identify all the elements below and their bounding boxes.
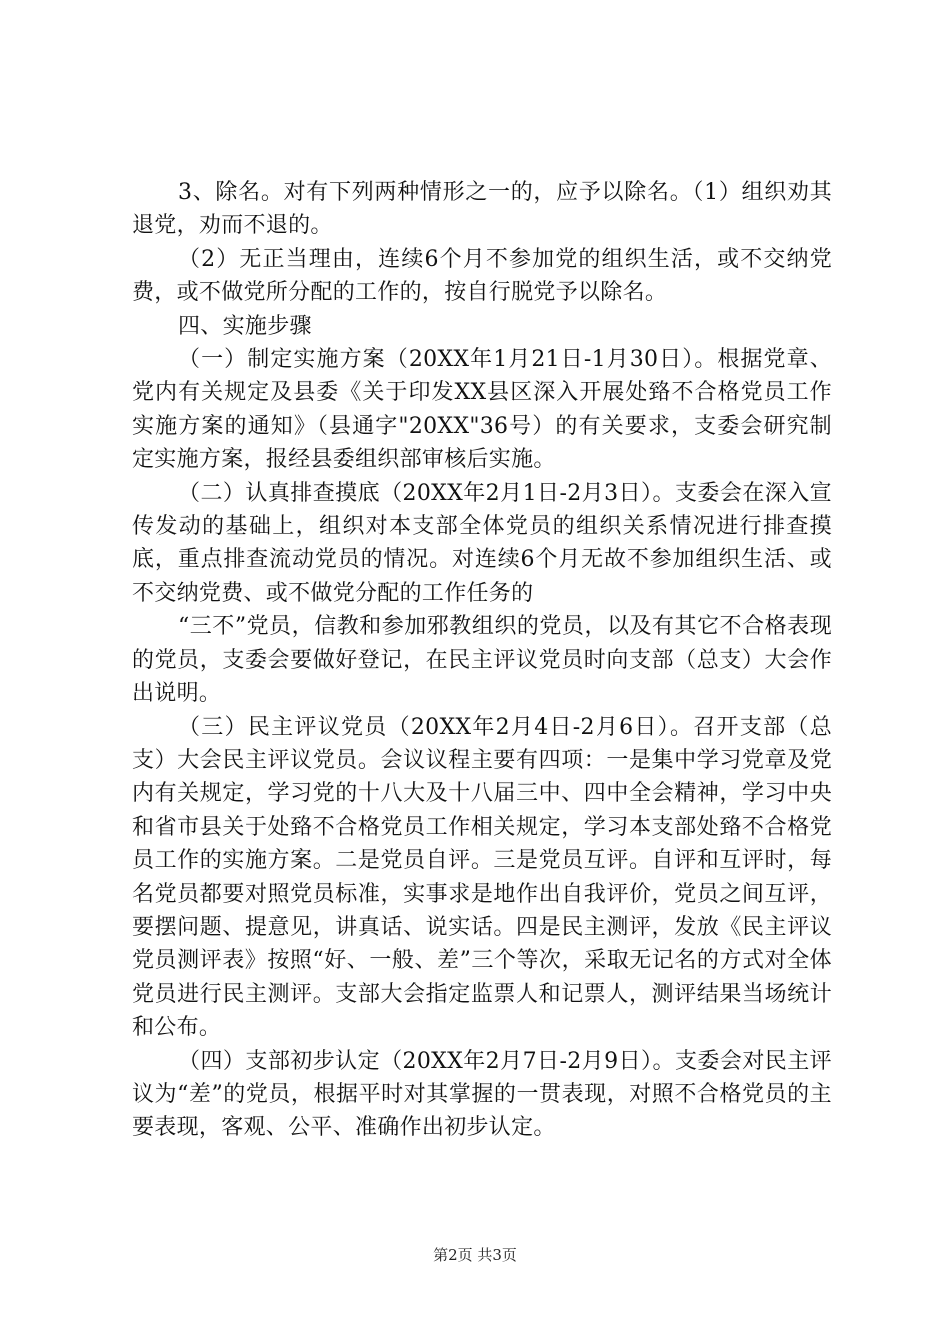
- paragraph-step-4: （四）支部初步认定（20XX年2月7日-2月9日）。支委会对民主评议为“差”的党员，根据平时对其掌握的一贯表现，对照不合格党员的主要表现，客观、公平、准确作出初步认定。: [132, 1048, 832, 1141]
- paragraph-step-3: （三）民主评议党员（20XX年2月4日-2月6日）。召开支部（总支）大会民主评议党员。会议议程主要有四项：一是集中学习党章及党内有关规定，学习党的十八大及十八届三中、四中全会精神，学习中央和省市县关于处臵不合格党员工作相关规定，学习本支部处臵不合格党员工作的实施方案。二是党员自评。三是党员互评。自评和互评时，每名党员都要对照党员标准，实事求是地作出自我评价，党员之间互评，要摆问题、提意见，讲真话、说实话。四是民主测评，发放《民主评议党员测评表》按照“好、一般、差”三个等次，采取无记名的方式对全体党员进行民主测评。支部大会指定监票人和记票人，测评结果当场统计和公布。: [132, 714, 832, 1041]
- paragraph-removal-clause: 3、除名。对有下列两种情形之一的，应予以除名。（1）组织劝其退党，劝而不退的。: [132, 180, 832, 239]
- page-footer: 第2页 共3页: [433, 1246, 517, 1264]
- paragraph-step-2-continued: “三不”党员，信教和参加邪教组织的党员，以及有其它不合格表现的党员，支委会要做好登记，在民主评议党员时向支部（总支）大会作出说明。: [132, 614, 832, 707]
- paragraph-removal-clause-2: （2）无正当理由，连续6个月不参加党的组织生活，或不交纳党费，或不做党所分配的工作的，按自行脱党予以除名。: [132, 246, 832, 306]
- paragraph-step-1: （一）制定实施方案（20XX年1月21日-1月30日）。根据党章、党内有关规定及县委《关于印发XX县区深入开展处臵不合格党员工作实施方案的通知》（县通字"20XX"36号）的有关要求，支委会研究制定实施方案，报经县委组织部审核后实施。: [132, 347, 832, 473]
- document-body: [132, 176, 832, 1145]
- section-heading-implementation-steps: 四、实施步骤: [178, 313, 312, 339]
- paragraph-step-2: （二）认真排查摸底（20XX年2月1日-2月3日）。支委会在深入宣传发动的基础上，组织对本支部全体党员的组织关系情况进行排查摸底，重点排查流动党员的情况。对连续6个月无故不参加组织生活、或不交纳党费、或不做党分配的工作任务的: [132, 480, 832, 606]
